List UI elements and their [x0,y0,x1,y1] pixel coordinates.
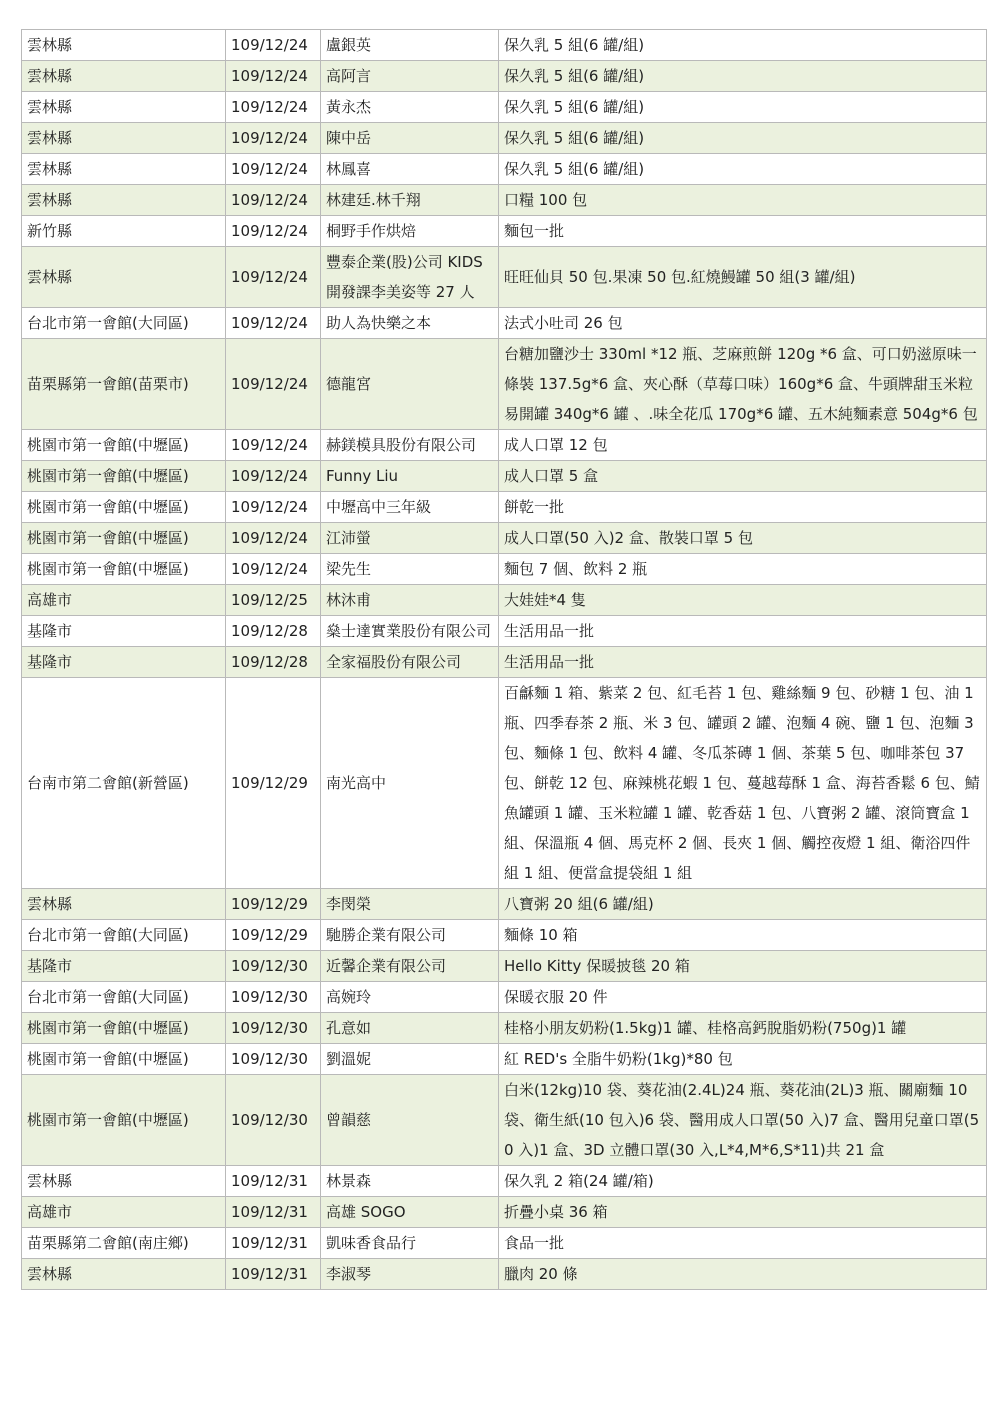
donor-cell: 高婉玲 [321,982,499,1013]
location-cell: 雲林縣 [22,123,226,154]
table-row [22,647,987,678]
table-row [22,678,987,889]
table-row [22,1259,987,1290]
table-row [22,30,987,61]
items-cell: 大娃娃*4 隻 [499,585,987,616]
donor-cell: 林建廷.林千翔 [321,185,499,216]
location-cell: 高雄市 [22,585,226,616]
location-cell: 雲林縣 [22,1259,226,1290]
items-cell: 食品一批 [499,1228,987,1259]
date-cell: 109/12/30 [226,1013,321,1044]
donor-cell: 江沛螢 [321,523,499,554]
location-cell: 桃園市第一會館(中壢區) [22,554,226,585]
donor-cell: 赫鎂模具股份有限公司 [321,430,499,461]
donor-cell: 桐野手作烘焙 [321,216,499,247]
location-cell: 桃園市第一會館(中壢區) [22,523,226,554]
date-cell: 109/12/31 [226,1166,321,1197]
location-cell: 台北市第一會館(大同區) [22,982,226,1013]
date-cell: 109/12/31 [226,1228,321,1259]
table-row [22,92,987,123]
location-cell: 基隆市 [22,616,226,647]
donor-cell: 李淑琴 [321,1259,499,1290]
donor-cell: 林鳳喜 [321,154,499,185]
table-row [22,1166,987,1197]
donor-cell: 豐泰企業(股)公司 KIDS 開發課李美姿等 27 人 [321,247,499,308]
date-cell: 109/12/29 [226,678,321,889]
location-cell: 台南市第二會館(新營區) [22,678,226,889]
table-row [22,216,987,247]
items-cell: 成人口罩 5 盒 [499,461,987,492]
items-cell: 保暖衣服 20 件 [499,982,987,1013]
date-cell: 109/12/24 [226,523,321,554]
items-cell: 紅 RED's 全脂牛奶粉(1kg)*80 包 [499,1044,987,1075]
date-cell: 109/12/24 [226,554,321,585]
donor-cell: 李閔榮 [321,889,499,920]
table-row [22,123,987,154]
donor-cell: Funny Liu [321,461,499,492]
date-cell: 109/12/24 [226,185,321,216]
table-row [22,1013,987,1044]
items-cell: 臘肉 20 條 [499,1259,987,1290]
location-cell: 雲林縣 [22,1166,226,1197]
items-cell: 保久乳 5 組(6 罐/組) [499,92,987,123]
date-cell: 109/12/24 [226,308,321,339]
donor-cell: 孔意如 [321,1013,499,1044]
donor-cell: 凱味香食品行 [321,1228,499,1259]
location-cell: 雲林縣 [22,154,226,185]
items-cell: 成人口罩 12 包 [499,430,987,461]
location-cell: 桃園市第一會館(中壢區) [22,492,226,523]
items-cell: 桂格小朋友奶粉(1.5kg)1 罐、桂格高鈣脫脂奶粉(750g)1 罐 [499,1013,987,1044]
table-row [22,154,987,185]
items-cell: 口糧 100 包 [499,185,987,216]
date-cell: 109/12/24 [226,247,321,308]
date-cell: 109/12/29 [226,920,321,951]
location-cell: 高雄市 [22,1197,226,1228]
donor-cell: 近馨企業有限公司 [321,951,499,982]
donation-table-body [22,30,987,1290]
date-cell: 109/12/24 [226,430,321,461]
donor-cell: 盧銀英 [321,30,499,61]
donor-cell: 高阿言 [321,61,499,92]
donor-cell: 全家福股份有限公司 [321,647,499,678]
date-cell: 109/12/25 [226,585,321,616]
table-row [22,554,987,585]
items-cell: 保久乳 5 組(6 罐/組) [499,30,987,61]
donation-table [21,29,987,1290]
date-cell: 109/12/28 [226,616,321,647]
date-cell: 109/12/24 [226,123,321,154]
date-cell: 109/12/24 [226,492,321,523]
date-cell: 109/12/24 [226,216,321,247]
location-cell: 桃園市第一會館(中壢區) [22,430,226,461]
items-cell: 百龢麵 1 箱、紫菜 2 包、紅毛苔 1 包、雞絲麵 9 包、砂糖 1 包、油 1 瓶、四季春茶 2 瓶、米 3 包、罐頭 2 罐、泡麵 4 碗、鹽 1 包、泡麵 3 包、麵條 1 包、飲料 4 罐、冬瓜茶磚 1 個、茶葉 5 包、咖啡茶包 37 包、餅乾 12 包、麻辣桃花蝦 1 包、蔓越莓酥 1 盒、海苔香鬆 6 包、鯖魚罐頭 1 罐、玉米粒罐 1 罐、乾香菇 1 包、八寶粥 2 罐、滾筒寶盒 1 組、保溫瓶 4 個、馬克杯 2 個、長夾 1 個、觸控夜燈 1 組、衛浴四件組 1 組、便當盒提袋組 1 組 [499,678,987,889]
items-cell: 麵條 10 箱 [499,920,987,951]
items-cell: 麵包 7 個、飲料 2 瓶 [499,554,987,585]
location-cell: 桃園市第一會館(中壢區) [22,461,226,492]
items-cell: 保久乳 2 箱(24 罐/箱) [499,1166,987,1197]
donor-cell: 南光高中 [321,678,499,889]
donor-cell: 燊士達實業股份有限公司 [321,616,499,647]
location-cell: 雲林縣 [22,247,226,308]
table-row [22,461,987,492]
items-cell: 旺旺仙貝 50 包.果凍 50 包.紅燒鰻罐 50 組(3 罐/組) [499,247,987,308]
table-row [22,1228,987,1259]
items-cell: 生活用品一批 [499,647,987,678]
table-row [22,185,987,216]
table-row [22,247,987,308]
table-row [22,585,987,616]
date-cell: 109/12/29 [226,889,321,920]
date-cell: 109/12/30 [226,1044,321,1075]
items-cell: 保久乳 5 組(6 罐/組) [499,61,987,92]
table-row [22,1044,987,1075]
items-cell: 生活用品一批 [499,616,987,647]
items-cell: Hello Kitty 保暖披毯 20 箱 [499,951,987,982]
donor-cell: 黃永杰 [321,92,499,123]
date-cell: 109/12/31 [226,1197,321,1228]
location-cell: 新竹縣 [22,216,226,247]
items-cell: 法式小吐司 26 包 [499,308,987,339]
date-cell: 109/12/24 [226,339,321,430]
donor-cell: 梁先生 [321,554,499,585]
location-cell: 苗栗縣第二會館(南庄鄉) [22,1228,226,1259]
location-cell: 基隆市 [22,647,226,678]
location-cell: 雲林縣 [22,185,226,216]
items-cell: 白米(12kg)10 袋、葵花油(2.4L)24 瓶、葵花油(2L)3 瓶、關廟麵 10 袋、衛生紙(10 包入)6 袋、醫用成人口罩(50 入)7 盒、醫用兒童口罩(50 入)1 盒、3D 立體口罩(30 入,L*4,M*6,S*11)共 21 盒 [499,1075,987,1166]
donor-cell: 林景森 [321,1166,499,1197]
date-cell: 109/12/24 [226,154,321,185]
date-cell: 109/12/28 [226,647,321,678]
table-row [22,523,987,554]
donor-cell: 曾韻慈 [321,1075,499,1166]
table-row [22,920,987,951]
table-row [22,889,987,920]
donor-cell: 德龍宮 [321,339,499,430]
donor-cell: 劉溫妮 [321,1044,499,1075]
table-row [22,951,987,982]
items-cell: 成人口罩(50 入)2 盒、散裝口罩 5 包 [499,523,987,554]
date-cell: 109/12/24 [226,61,321,92]
table-row [22,982,987,1013]
location-cell: 桃園市第一會館(中壢區) [22,1013,226,1044]
date-cell: 109/12/30 [226,1075,321,1166]
items-cell: 餅乾一批 [499,492,987,523]
location-cell: 基隆市 [22,951,226,982]
table-row [22,308,987,339]
location-cell: 雲林縣 [22,30,226,61]
table-row [22,1197,987,1228]
donor-cell: 助人為快樂之本 [321,308,499,339]
table-row [22,339,987,430]
table-row [22,61,987,92]
location-cell: 桃園市第一會館(中壢區) [22,1044,226,1075]
date-cell: 109/12/24 [226,461,321,492]
donor-cell: 林沐甫 [321,585,499,616]
location-cell: 雲林縣 [22,92,226,123]
date-cell: 109/12/30 [226,982,321,1013]
table-row [22,1075,987,1166]
donor-cell: 中壢高中三年級 [321,492,499,523]
date-cell: 109/12/31 [226,1259,321,1290]
donor-cell: 馳勝企業有限公司 [321,920,499,951]
location-cell: 台北市第一會館(大同區) [22,920,226,951]
date-cell: 109/12/30 [226,951,321,982]
date-cell: 109/12/24 [226,30,321,61]
items-cell: 麵包一批 [499,216,987,247]
date-cell: 109/12/24 [226,92,321,123]
donor-cell: 高雄 SOGO [321,1197,499,1228]
items-cell: 保久乳 5 組(6 罐/組) [499,154,987,185]
table-row [22,430,987,461]
donor-cell: 陳中岳 [321,123,499,154]
location-cell: 台北市第一會館(大同區) [22,308,226,339]
location-cell: 雲林縣 [22,61,226,92]
location-cell: 雲林縣 [22,889,226,920]
location-cell: 苗栗縣第一會館(苗栗市) [22,339,226,430]
items-cell: 台糖加鹽沙士 330ml *12 瓶、芝麻煎餅 120g *6 盒、可口奶滋原味一條裝 137.5g*6 盒、夾心酥（草莓口味）160g*6 盒、牛頭牌甜玉米粒易開罐 340g*6 罐 、.味全花瓜 170g*6 罐、五木純麵素意 504g*6 包 [499,339,987,430]
location-cell: 桃園市第一會館(中壢區) [22,1075,226,1166]
items-cell: 保久乳 5 組(6 罐/組) [499,123,987,154]
items-cell: 折疊小桌 36 箱 [499,1197,987,1228]
table-row [22,492,987,523]
table-row [22,616,987,647]
items-cell: 八寶粥 20 組(6 罐/組) [499,889,987,920]
